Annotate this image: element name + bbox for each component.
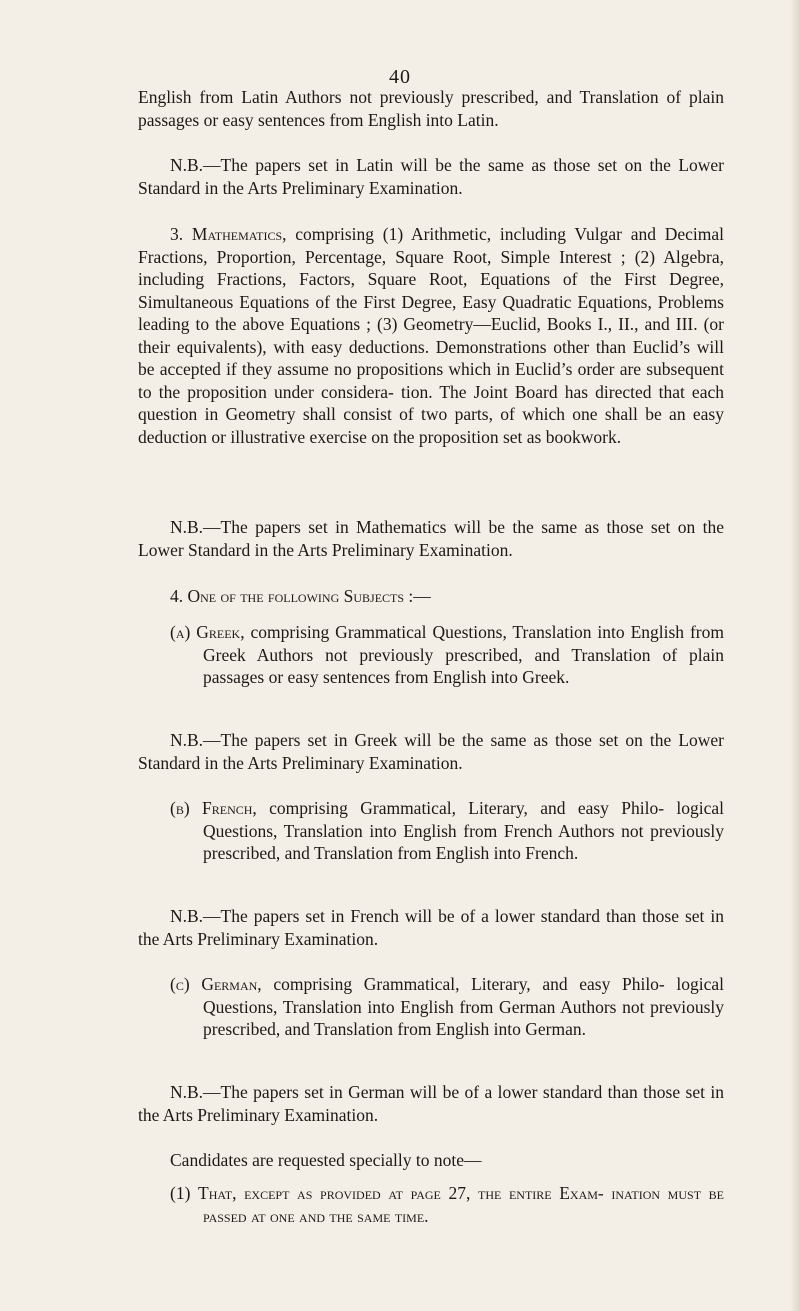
note-1-text: That, except as provided at page 27, the entire Exam- ination must be passed at one and the same time. <box>198 1183 724 1226</box>
paragraph-nb-french: N.B.—The papers set in French will be of a lower standard than those set in the Arts Preliminary Examination. <box>138 906 724 949</box>
subject-heading-french: French, <box>202 798 257 818</box>
item-label: (b) <box>170 798 190 818</box>
french-description: comprising Grammatical, Literary, and easy Philo- logical Questions, Translation into English from French Authors not previously prescribed, and Translation from English into French. <box>203 798 725 863</box>
page-edge-shadow <box>790 0 800 1311</box>
item-number: (1) <box>170 1183 191 1203</box>
mathematics-description: comprising (1) Arithmetic, including Vulgar and Decimal Fractions, Proportion, Percentage, Square Root, Simple Interest ; (2) Algebra, including Fractions, Factors, Square Root, Equations of the First Degree, Simultaneous Equations of the First Degree, Easy Quadratic Equations, Problems leading to the above Equations ; (3) Geometry—Euclid, Books I., II., and III. (or their equivalents), with easy deductions. Demonstrations other than Euclid’s will be accepted if they assume no propositions which in Euclid’s order are subsequent to the proposition under considera- tion. The Joint Board has directed that each question in Geometry shall consist of two parts, of which one shall be an easy deduction or illustrative exercise on the proposition set as bookwork. <box>138 224 725 447</box>
item-number: 3. <box>170 224 184 244</box>
paragraph-nb-german: N.B.—The papers set in German will be of a lower standard than those set in the Arts Preliminary Examination. <box>138 1082 724 1125</box>
subject-heading-greek: Greek, <box>196 622 245 642</box>
page-number: 40 <box>389 66 411 88</box>
paragraph-subject-choice <box>138 585 724 608</box>
item-label: (a) <box>170 622 191 642</box>
paragraph-greek <box>170 621 724 689</box>
paragraph-nb-latin: N.B.—The papers set in Latin will be the same as those set on the Lower Standard in the Arts Preliminary Examination. <box>138 155 724 198</box>
subject-heading-mathematics: Mathematics, <box>191 224 287 244</box>
paragraph-french <box>170 797 724 865</box>
subject-heading-german: German, <box>201 974 262 994</box>
item-number: 4. <box>170 586 184 606</box>
subject-choice-heading: One of the following Subjects :— <box>187 586 431 606</box>
paragraph-candidates-note: Candidates are requested specially to note— <box>170 1150 482 1170</box>
paragraph-nb-greek: N.B.—The papers set in Greek will be the same as those set on the Lower Standard in the Arts Preliminary Examination. <box>138 730 724 773</box>
paragraph-latin-translation: English from Latin Authors not previously prescribed, and Translation of plain passages or easy sentences from English into Latin. <box>138 87 724 130</box>
item-label: (c) <box>170 974 190 994</box>
german-description: comprising Grammatical, Literary, and easy Philo- logical Questions, Translation into English from German Authors not previously prescribed, and Translation from English into German. <box>203 974 725 1039</box>
paragraph-note-1 <box>170 1182 724 1227</box>
paragraph-nb-mathematics: N.B.—The papers set in Mathematics will be the same as those set on the Lower Standard in the Arts Preliminary Examination. <box>138 517 724 560</box>
paragraph-german <box>170 973 724 1041</box>
paragraph-mathematics <box>138 223 724 448</box>
greek-description: comprising Grammatical Questions, Translation into English from Greek Authors not previously prescribed, and Translation of plain passages or easy sentences from English into Greek. <box>203 622 724 687</box>
